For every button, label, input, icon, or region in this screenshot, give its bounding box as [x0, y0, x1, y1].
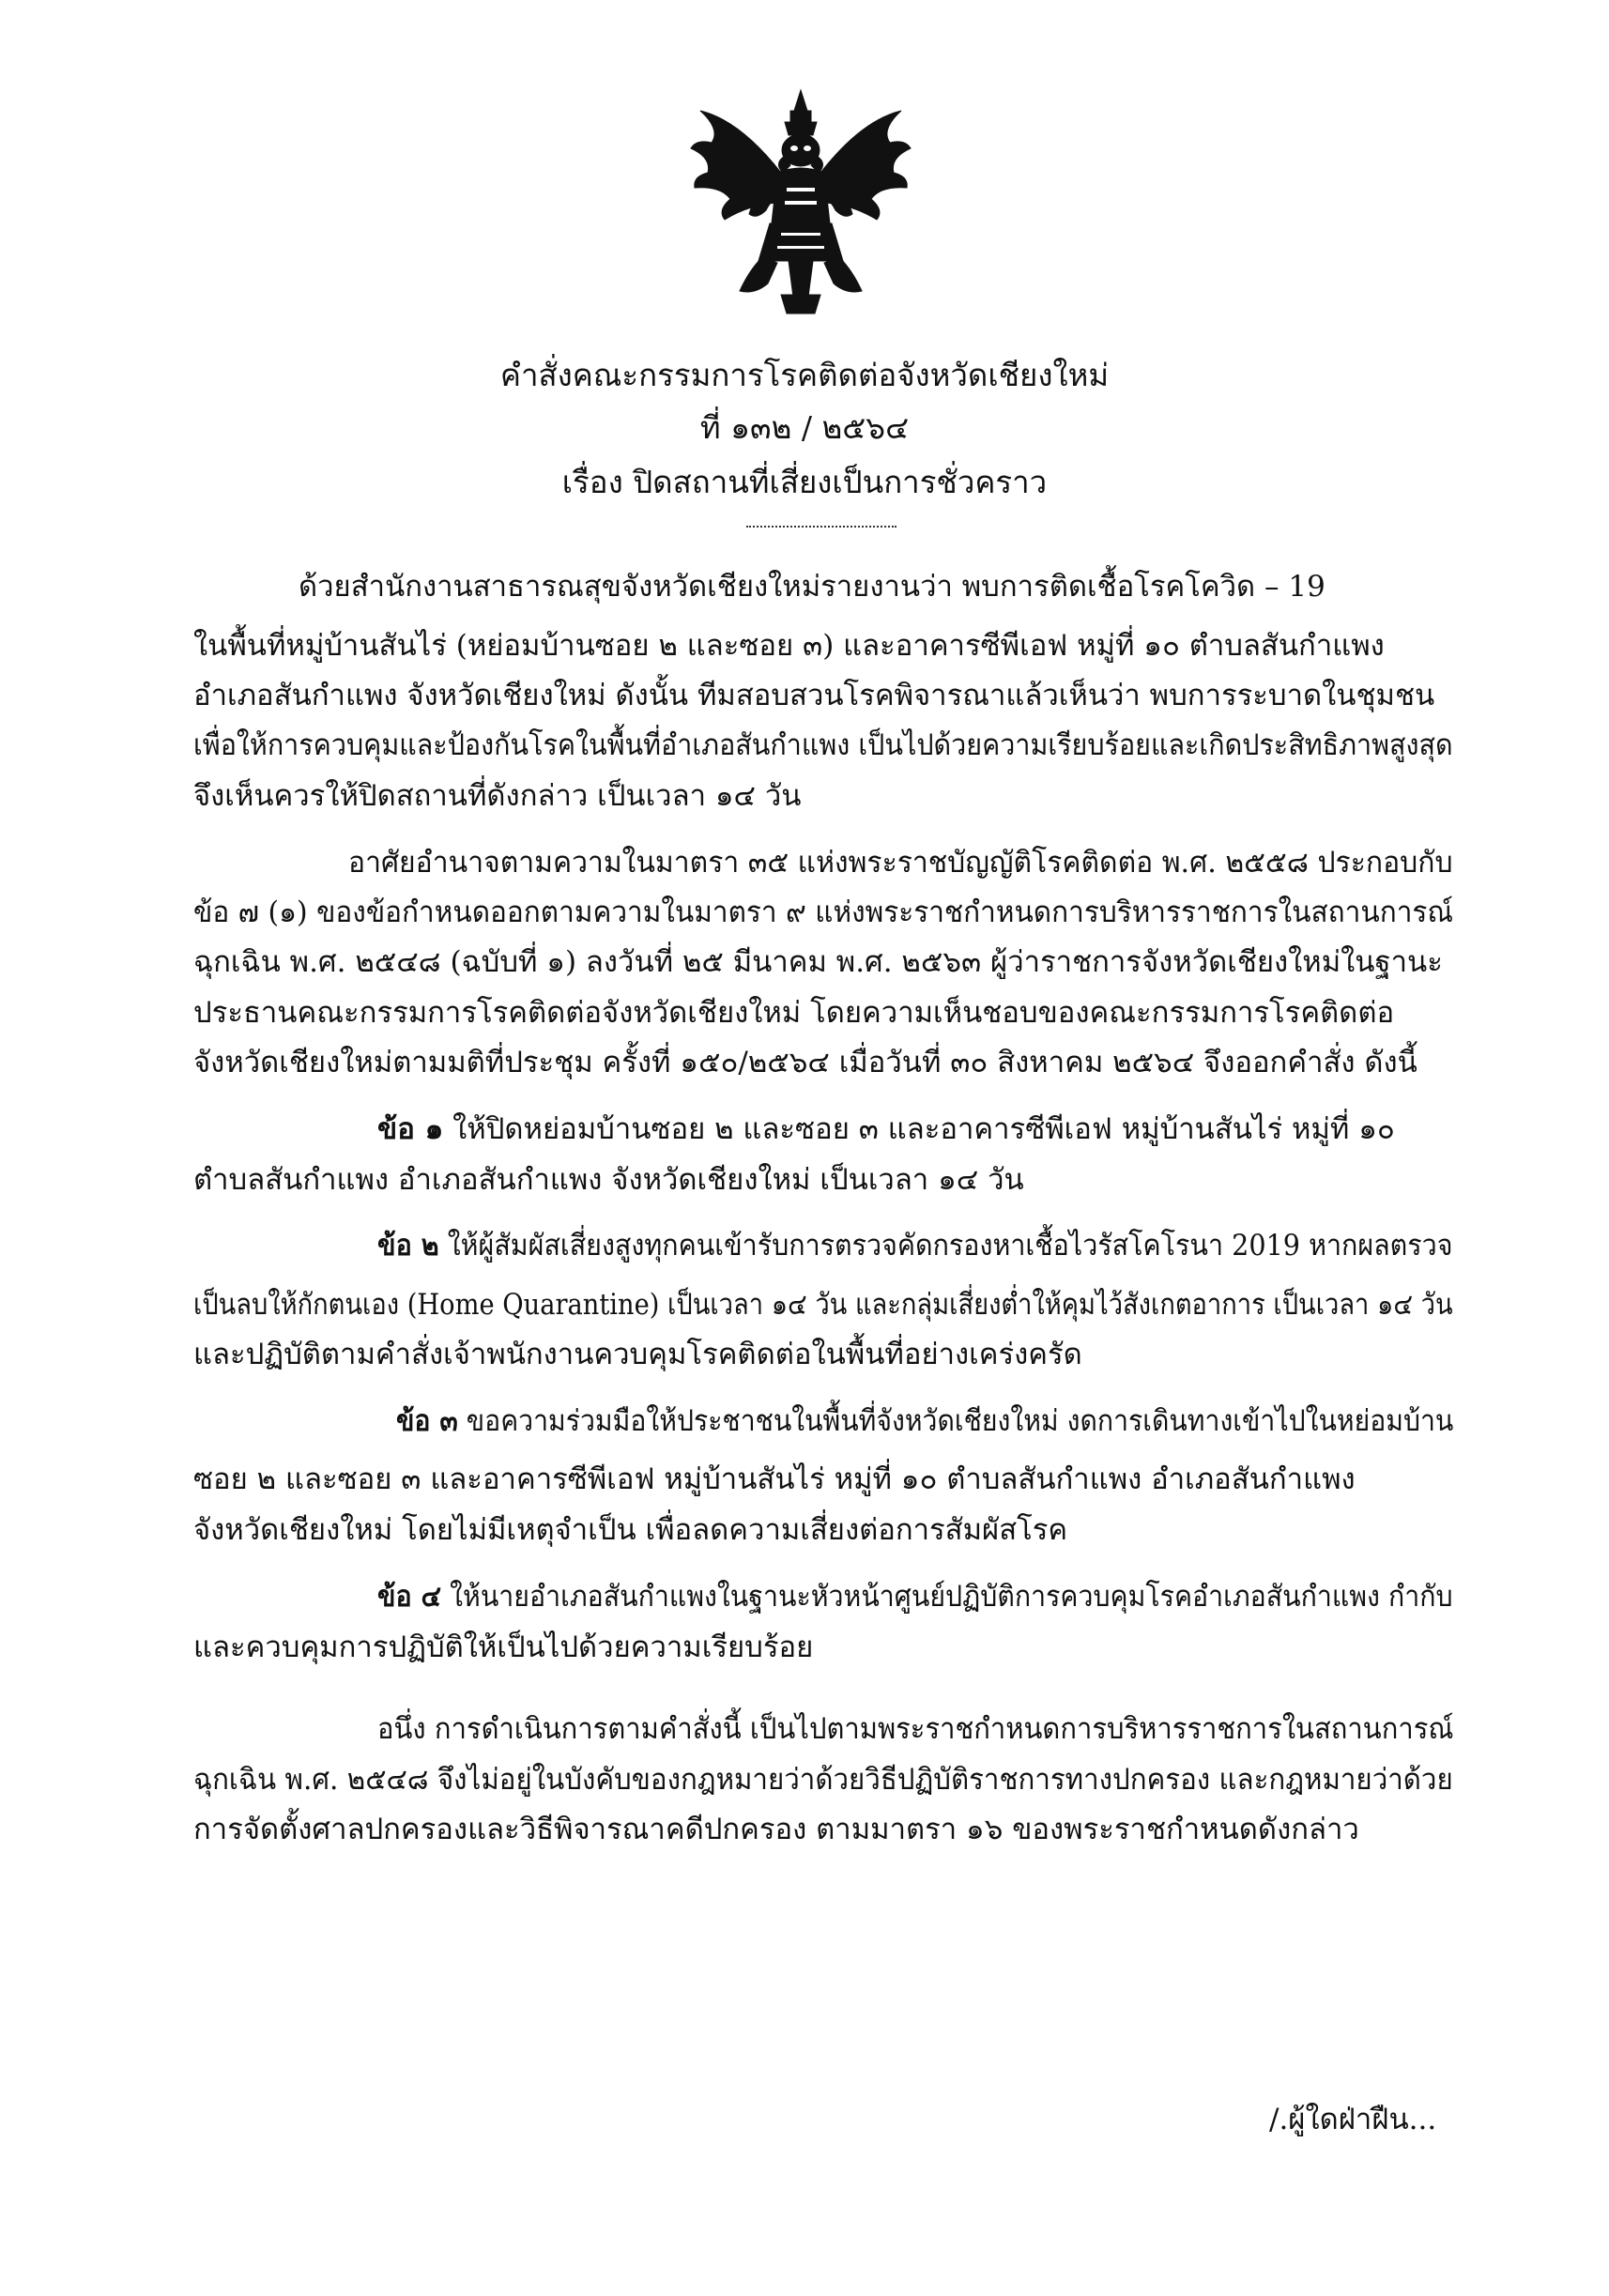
paragraph-line: จังหวัดเชียงใหม่ตามมติที่ประชุม ครั้งที่ ๑๕๐/๒๕๖๔ เมื่อวันที่ ๓๐ สิงหาคม ๒๕๖๔ จึงออกคำสั่ง ดังนี้ [193, 1046, 1417, 1079]
paragraph-line: ประธานคณะกรรมการโรคติดต่อจังหวัดเชียงใหม่ โดยความเห็นชอบของคณะกรรมการโรคติดต่อ [193, 996, 1395, 1030]
order-number: ที่ ๑๓๒ / ๒๕๖๔ [699, 409, 910, 446]
paragraph-line: อำเภอสันกำแพง จังหวัดเชียงใหม่ ดังนั้น ทีมสอบสวนโรคพิจารณาแล้วเห็นว่า พบการระบาดในชุมชน [193, 679, 1435, 712]
clause-line [377, 1576, 1453, 1617]
clause-line [377, 1225, 1452, 1266]
paragraph-line: ด้วยสำนักงานสาธารณสุขจังหวัดเชียงใหม่รายงานว่า พบการติดเชื้อโรคโควิด – 19 [299, 570, 1326, 604]
paragraph-line: ฉุกเฉิน พ.ศ. ๒๕๔๘ จึงไม่อยู่ในบังคับของกฎหมายว่าด้วยวิธีปฏิบัติราชการทางปกครอง และกฎหมายว่าด้วย [193, 1763, 1453, 1797]
order-subject: เรื่อง ปิดสถานที่เสี่ยงเป็นการชั่วคราว [561, 464, 1048, 500]
paragraph-line: อาศัยอำนาจตามความในมาตรา ๓๕ แห่งพระราชบัญญัติโรคติดต่อ พ.ศ. ๒๕๕๘ ประกอบกับ [348, 846, 1453, 880]
clause-line: เป็นลบให้กักตนเอง (Home Quarantine) เป็นเวลา ๑๔ วัน และกลุ่มเสี่ยงต่ำให้คุมไว้สังเกตอาการ เป็นเวลา ๑๔ วัน [193, 1288, 1453, 1322]
clause-text: ให้นายอำเภอสันกำแพงในฐานะหัวหน้าศูนย์ปฏิบัติการควบคุมโรคอำเภอสันกำแพง กำกับ [450, 1580, 1453, 1614]
clause-text: ขอความร่วมมือให้ประชาชนในพื้นที่จังหวัดเชียงใหม่ งดการเดินทางเข้าไปในหย่อมบ้าน [466, 1404, 1454, 1438]
clause-line: ตำบลสันกำแพง อำเภอสันกำแพง จังหวัดเชียงใหม่ เป็นเวลา ๑๔ วัน [193, 1163, 1024, 1197]
clause-line: จังหวัดเชียงใหม่ โดยไม่มีเหตุจำเป็น เพื่อลดความเสี่ยงต่อการสัมผัสโรค [193, 1513, 1068, 1547]
clause-line [377, 1109, 1395, 1150]
clause-line: และปฏิบัติตามคำสั่งเจ้าพนักงานควบคุมโรคติดต่อในพื้นที่อย่างเคร่งครัด [193, 1338, 1082, 1371]
garuda-emblem-icon [683, 83, 918, 317]
page-continuation: /.ผู้ใดฝ่าฝืน... [1269, 2103, 1437, 2136]
clause-text: ให้ผู้สัมผัสเสี่ยงสูงทุกคนเข้ารับการตรวจคัดกรองหาเชื้อไวรัสโคโรนา 2019 หากผลตรวจ [447, 1229, 1453, 1263]
clause-line [396, 1401, 1453, 1442]
clause-text: ให้ปิดหย่อมบ้านซอย ๒ และซอย ๓ และอาคารซีพีเอฟ หมู่บ้านสันไร่ หมู่ที่ ๑๐ [452, 1112, 1395, 1146]
clause-label: ข้อ ๒ [377, 1229, 439, 1263]
paragraph-line: การจัดตั้งศาลปกครองและวิธีพิจารณาคดีปกครอง ตามมาตรา ๑๖ ของพระราชกำหนดดังกล่าว [193, 1813, 1359, 1846]
paragraph-line: ฉุกเฉิน พ.ศ. ๒๕๔๘ (ฉบับที่ ๑) ลงวันที่ ๒๕ มีนาคม พ.ศ. ๒๕๖๓ ผู้ว่าราชการจังหวัดเชียงใหม่ในฐานะ [193, 945, 1443, 979]
paragraph-line: ในพื้นที่หมู่บ้านสันไร่ (หย่อมบ้านซอย ๒ และซอย ๓) และอาคารซีพีเอฟ หมู่ที่ ๑๐ ตำบลสันกำแพง [193, 629, 1385, 663]
order-title: คำสั่งคณะกรรมการโรคติดต่อจังหวัดเชียงใหม่ [499, 357, 1110, 393]
paragraph-line: เพื่อให้การควบคุมและป้องกันโรคในพื้นที่อำเภอสันกำแพง เป็นไปด้วยความเรียบร้อยและเกิดประสิทธิภาพสูงสุด [193, 728, 1453, 762]
clause-line: ซอย ๒ และซอย ๓ และอาคารซีพีเอฟ หมู่บ้านสันไร่ หมู่ที่ ๑๐ ตำบลสันกำแพง อำเภอสันกำแพง [193, 1462, 1356, 1496]
clause-line: และควบคุมการปฏิบัติให้เป็นไปด้วยความเรียบร้อย [193, 1630, 814, 1664]
clause-label: ข้อ ๓ [396, 1404, 458, 1438]
paragraph-line: ข้อ ๗ (๑) ของข้อกำหนดออกตามความในมาตรา ๙ แห่งพระราชกำหนดการบริหารราชการในสถานการณ์ [193, 895, 1454, 929]
paragraph-line: จึงเห็นควรให้ปิดสถานที่ดังกล่าว เป็นเวลา ๑๔ วัน [193, 779, 802, 813]
paragraph-line: อนึ่ง การดำเนินการตามคำสั่งนี้ เป็นไปตามพระราชกำหนดการบริหารราชการในสถานการณ์ [377, 1712, 1454, 1746]
dotted-divider [746, 526, 896, 528]
clause-label: ข้อ ๔ [377, 1580, 442, 1614]
clause-label: ข้อ ๑ [377, 1112, 444, 1146]
